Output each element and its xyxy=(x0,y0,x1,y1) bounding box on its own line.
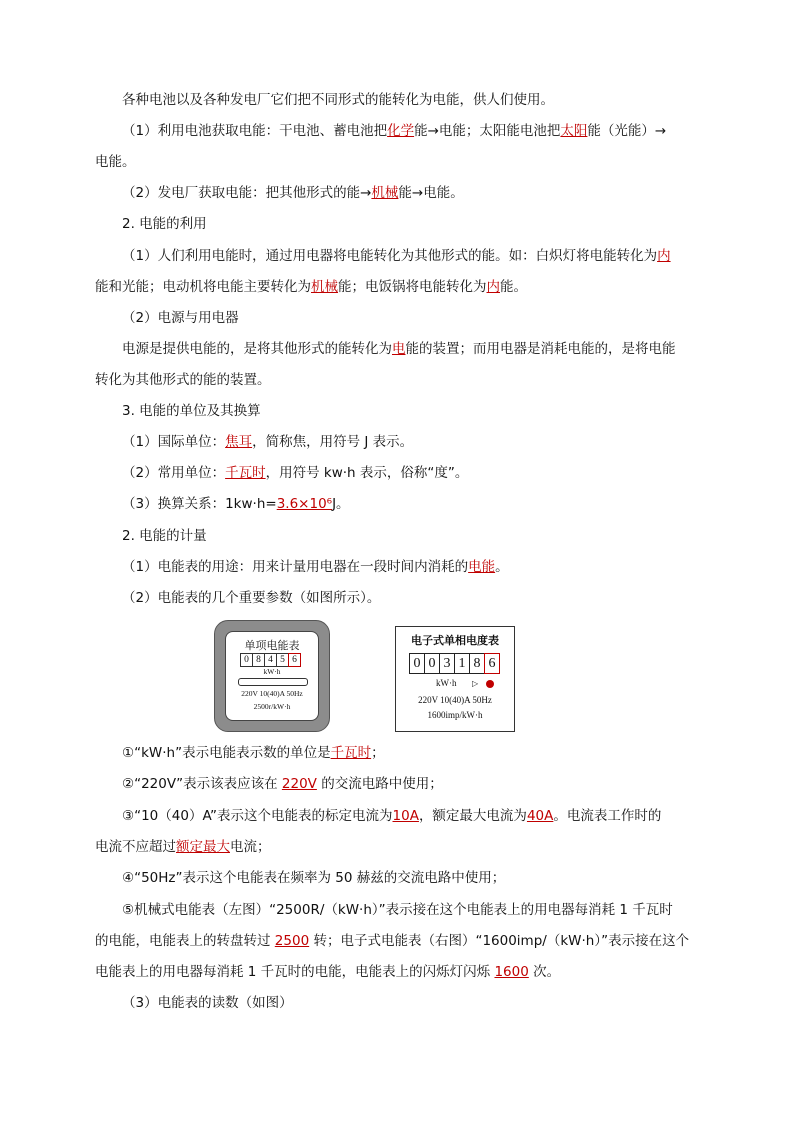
text-run: 能和光能；电动机将电能主要转化为 xyxy=(95,279,311,295)
paragraph-param-3-cont xyxy=(95,837,705,857)
text-run: 电流不应超过 xyxy=(95,839,176,855)
text-run: J。 xyxy=(332,496,350,512)
text-run: 能→电能；太阳能电池把 xyxy=(414,123,561,139)
text-run: 能；电饭锅将电能转化为 xyxy=(338,279,487,295)
answer-blank: 千瓦时 xyxy=(225,465,266,481)
text-run: ，额定最大电流为 xyxy=(418,808,527,824)
paragraph-conversion xyxy=(95,494,732,514)
answer-blank: 3.6×10⁶ xyxy=(276,496,333,512)
meter-digit: 8 xyxy=(252,653,265,667)
answer-blank: 2500 xyxy=(274,933,310,949)
paragraph-power-plant xyxy=(95,183,732,203)
text-run: （1）电能表的用途：用来计量用电器在一段时间内消耗的 xyxy=(122,559,469,575)
text-run: （3）换算关系：1kw·h= xyxy=(122,496,277,512)
text-run: 的电能，电能表上的转盘转过 xyxy=(95,933,275,949)
section-heading xyxy=(95,401,732,421)
text-run: ④“50Hz”表示这个电能表在频率为 50 赫兹的交流电路中使用； xyxy=(122,870,506,886)
paragraph-battery-cont xyxy=(95,152,705,172)
meter-digit: 0 xyxy=(409,653,425,674)
paragraph-param-5-cont xyxy=(95,931,705,951)
answer-blank: 太阳 xyxy=(560,123,588,139)
text-run: （2）电能表的几个重要参数（如图所示）。 xyxy=(122,590,381,606)
text-run: ②“220V”表示该表应该在 xyxy=(122,776,282,792)
meter-face xyxy=(225,631,319,721)
text-run: 次。 xyxy=(528,964,561,980)
text-run: （1）国际单位： xyxy=(122,434,226,450)
answer-blank: 电能 xyxy=(468,559,496,575)
text: 各种电池以及各种发电厂它们把不同形式的能转化为电能，供人们使用。 xyxy=(122,92,554,108)
paragraph-param-5-cont2 xyxy=(95,962,705,982)
text-run: 转；电子式电能表（右图）“1600imp/（kW·h）”表示接在这个 xyxy=(309,933,690,949)
paragraph-meter-purpose xyxy=(95,557,732,577)
electronic-meter-figure xyxy=(395,626,515,732)
text-run: ，简称焦，用符号 J 表示。 xyxy=(252,434,414,450)
text-run: ⑤机械式电能表（左图）“2500R/（kW·h）”表示接在这个电能表上的用电器每消耗 1 千瓦时 xyxy=(122,902,673,918)
paragraph-param-3 xyxy=(95,806,732,826)
text-run: ，用符号 kw·h 表示，俗称“度”。 xyxy=(265,465,469,481)
rotating-disc-icon xyxy=(238,678,308,686)
subheading xyxy=(95,308,732,328)
meter-spec: 220V 10(40)A 50Hz xyxy=(241,689,303,698)
text-run: ③“10（40）A”表示这个电能表的标定电流为 xyxy=(122,808,393,824)
meter-title: 电子式单相电度表 xyxy=(411,634,499,647)
meter-digit: 8 xyxy=(469,653,485,674)
meter-digit: 0 xyxy=(240,653,253,667)
text-run: 2. 电能的计量 xyxy=(122,528,207,544)
meter-spec: 220V 10(40)A 50Hz xyxy=(418,695,492,705)
answer-blank: 内 xyxy=(486,279,500,295)
meter-digit: 4 xyxy=(264,653,277,667)
meter-digits xyxy=(409,653,499,674)
paragraph-meter-reading xyxy=(95,993,732,1013)
paragraph-usage-cont xyxy=(95,277,705,297)
paragraph-usage xyxy=(95,246,732,266)
paragraph-common-unit xyxy=(95,463,732,483)
answer-blank: 内 xyxy=(657,248,671,264)
paragraph-meter-params xyxy=(95,588,732,608)
meter-revolutions: 2500r/kW·h xyxy=(253,702,291,711)
text-run: 能→电能。 xyxy=(398,185,464,201)
answer-blank: 1600 xyxy=(494,964,529,980)
text-run: （2）常用单位： xyxy=(122,465,226,481)
text-run: 转化为其他形式的能的装置。 xyxy=(95,372,271,388)
text-run: 3. 电能的单位及其换算 xyxy=(122,403,261,419)
indicator-arrow-icon: ▷ xyxy=(472,679,479,688)
text-run: 。 xyxy=(495,559,509,575)
paragraph-intro xyxy=(95,90,732,110)
paragraph-battery xyxy=(95,121,732,141)
text-run: 电流； xyxy=(230,839,271,855)
answer-blank: 千瓦时 xyxy=(330,745,372,761)
text-run: 能的装置；而用电器是消耗电能的，是将电能 xyxy=(405,341,676,357)
meter-digit-decimal: 6 xyxy=(288,653,301,667)
answer-blank: 40A xyxy=(526,808,554,824)
text-run: （2）发电厂获取电能：把其他形式的能→ xyxy=(122,185,372,201)
meter-digits xyxy=(240,653,300,667)
paragraph-source-cont xyxy=(95,370,705,390)
text-run: （2）电源与用电器 xyxy=(122,310,239,326)
paragraph-param-5 xyxy=(95,900,732,920)
text-run: 电能。 xyxy=(95,154,136,170)
answer-blank: 电 xyxy=(392,341,406,357)
answer-blank: 机械 xyxy=(371,185,399,201)
meter-digit: 0 xyxy=(424,653,440,674)
text-run: 2. 电能的利用 xyxy=(122,216,207,232)
answer-blank: 机械 xyxy=(311,279,338,295)
text-run: （1）利用电池获取电能：干电池、蓄电池把 xyxy=(122,123,388,139)
text-run: ； xyxy=(371,745,385,761)
paragraph-source xyxy=(95,339,732,359)
answer-blank: 焦耳 xyxy=(225,434,253,450)
meter-digit: 5 xyxy=(276,653,289,667)
meter-digit-decimal: 6 xyxy=(484,653,500,674)
mechanical-meter-figure xyxy=(214,620,330,732)
text-run: 的交流电路中使用； xyxy=(316,776,443,792)
paragraph-param-1 xyxy=(95,743,732,763)
text-run: ①“kW·h”表示电能表示数的单位是 xyxy=(122,745,331,761)
meter-unit: kW·h xyxy=(436,678,457,688)
text-run: （1）人们利用电能时，通过用电器将电能转化为其他形式的能。如：白炽灯将电能转化为 xyxy=(122,248,658,264)
meter-impulses: 1600imp/kW·h xyxy=(427,710,483,720)
text-run: （3）电能表的读数（如图） xyxy=(122,995,293,1011)
section-heading xyxy=(95,214,732,234)
meter-digit: 1 xyxy=(454,653,470,674)
paragraph-param-4 xyxy=(95,868,732,888)
paragraph-si-unit xyxy=(95,432,732,452)
indicator-led-icon xyxy=(486,680,494,688)
answer-blank: 10A xyxy=(392,808,419,824)
meter-title: 单项电能表 xyxy=(244,639,300,652)
text-run: 电源是提供电能的，是将其他形式的能转化为 xyxy=(122,341,392,357)
answer-blank: 220V xyxy=(281,776,317,792)
text-run: 电能表上的用电器每消耗 1 千瓦时的电能，电能表上的闪烁灯闪烁 xyxy=(95,964,495,980)
text-run: 能。 xyxy=(500,279,527,295)
meter-digit: 3 xyxy=(439,653,455,674)
section-heading xyxy=(95,526,732,546)
paragraph-param-2 xyxy=(95,774,732,794)
text-run: 。电流表工作时的 xyxy=(553,808,662,824)
answer-blank: 化学 xyxy=(387,123,415,139)
answer-blank: 额定最大 xyxy=(176,839,230,855)
meter-unit: kW·h xyxy=(263,667,281,676)
text-run: 能（光能）→ xyxy=(587,123,667,139)
